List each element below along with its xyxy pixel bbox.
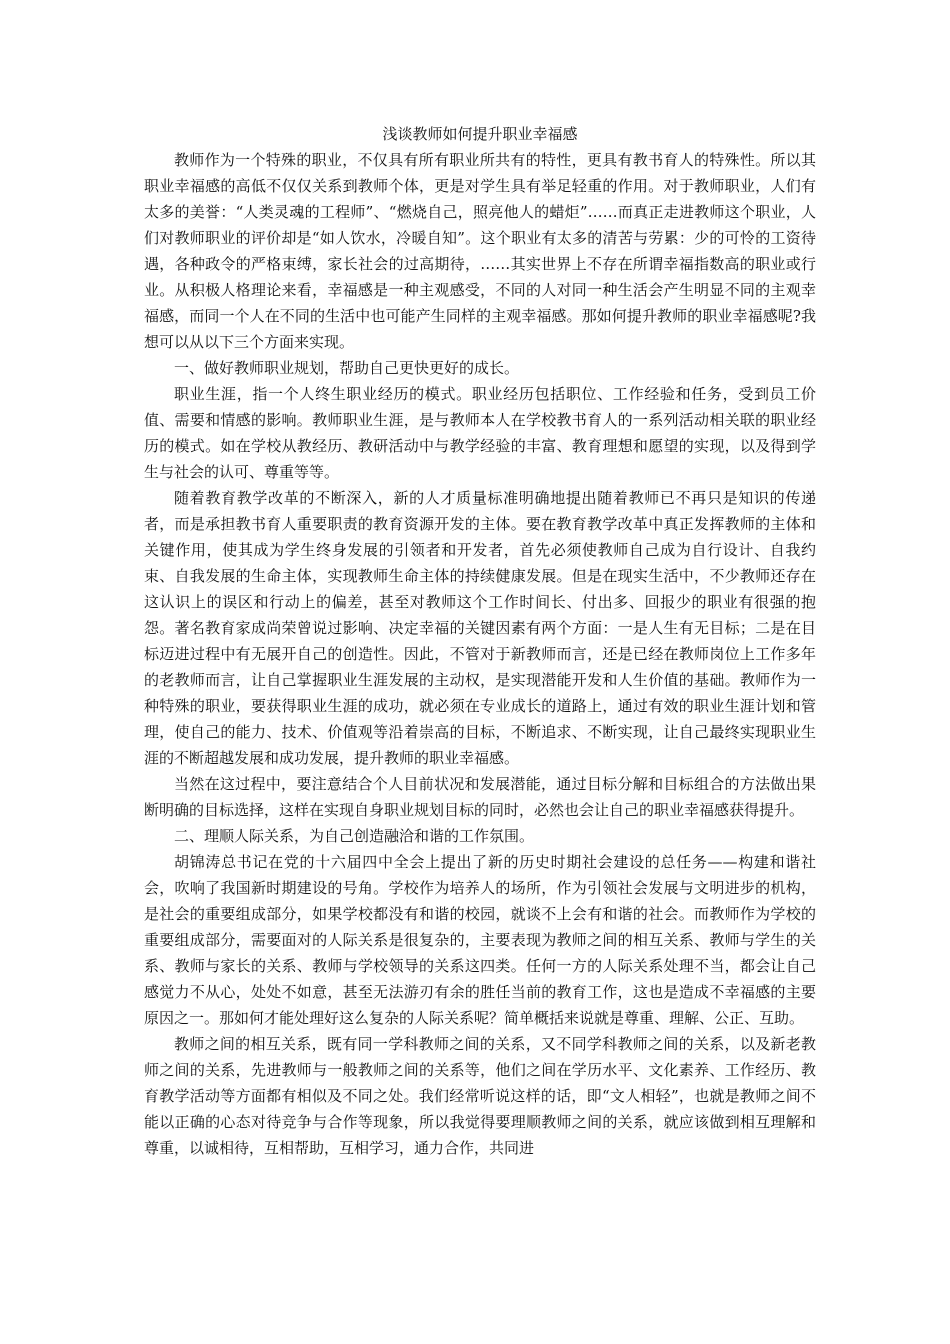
section-heading-2: 二、理顺人际关系，为自己创造融洽和谐的工作氛围。 bbox=[174, 827, 535, 845]
paragraph-intro: 教师作为一个特殊的职业，不仅具有所有职业所共有的特性，更具有教书育人的特殊性。所以其职业幸福感的高低不仅仅关系到教师个体，更是对学生具有举足轻重的作用。对于教师职业，人们有太多的美誉：“人类灵魂的工程师”、“燃烧自己，照亮他人的蜡炬”……而真正走进教师这个职业，人们对教师职业的评价却是“如人饮水，冷暖自知”。这个职业有太多的清苦与劳累：少的可怜的工资待遇，各种政令的严格束缚，家长社会的过高期待，……其实世界上不存在所谓幸福指数高的职业或行业。从积极人格理论来看，幸福感是一种主观感受，不同的人对同一种生活会产生明显不同的主观幸福感，而同一个人在不同的生活中也可能产生同样的主观幸福感。那如何提升教师的职业幸福感呢?我想可以从以下三个方面来实现。 bbox=[144, 151, 816, 351]
paragraph-goal-selection: 当然在这过程中，要注意结合个人目前状况和发展潜能，通过目标分解和目标组合的方法做出果断明确的目标选择，这样在实现自身职业规划目标的同时，必然也会让自己的职业幸福感获得提升。 bbox=[144, 775, 816, 819]
document-page bbox=[144, 121, 816, 1161]
section-heading-1: 一、做好教师职业规划，帮助自己更快更好的成长。 bbox=[174, 359, 520, 377]
paragraph-career-definition: 职业生涯，指一个人终生职业经历的模式。职业经历包括职位、工作经验和任务，受到员工价值、需要和情感的影响。教师职业生涯，是与教师本人在学校教书育人的一系列活动相关联的职业经历的模式。如在学校从教经历、教研活动中与教学经验的丰富、教育理想和愿望的实现，以及得到学生与社会的认可、尊重等等。 bbox=[144, 385, 816, 481]
document-title: 浅谈教师如何提升职业幸福感 bbox=[382, 125, 578, 143]
paragraph-teacher-relations: 教师之间的相互关系，既有同一学科教师之间的关系，又不同学科教师之间的关系，以及新老教师之间的关系，先进教师与一般教师之间的关系等，他们之间在学历水平、文化素养、工作经历、教育教学活动等方面都有相似及不同之处。我们经常听说这样的话，即“文人相轻”，也就是教师之间不能以正确的心态对待竞争与合作等现象，所以我觉得要理顺教师之间的关系，就应该做到相互理解和尊重，以诚相待，互相帮助，互相学习，通力合作，共同进 bbox=[144, 1035, 816, 1157]
paragraph-harmonious-society: 胡锦涛总书记在党的十六届四中全会上提出了新的历史时期社会建设的总任务——构建和谐社会，吹响了我国新时期建设的号角。学校作为培养人的场所，作为引领社会发展与文明进步的机构，是社会的重要组成部分，如果学校都没有和谐的校园，就谈不上会有和谐的社会。而教师作为学校的重要组成部分，需要面对的人际关系是很复杂的，主要表现为教师之间的相互关系、教师与学生的关系、教师与家长的关系、教师与学校领导的关系这四类。任何一方的人际关系处理不当，都会让自己感觉力不从心，处处不如意，甚至无法游刃有余的胜任当前的教育工作，这也是造成不幸福感的主要原因之一。那如何才能处理好这么复杂的人际关系呢？简单概括来说就是尊重、理解、公正、互助。 bbox=[144, 853, 816, 1027]
paragraph-education-reform: 随着教育教学改革的不断深入，新的人才质量标准明确地提出随着教师已不再只是知识的传递者，而是承担教书育人重要职责的教育资源开发的主体。要在教育教学改革中真正发挥教师的主体和关键作用，使其成为学生终身发展的引领者和开发者，首先必须使教师自己成为自行设计、自我约束、自我发展的生命主体，实现教师生命主体的持续健康发展。但是在现实生活中，不少教师还存在这认识上的误区和行动上的偏差，甚至对教师这个工作时间长、付出多、回报少的职业有很强的抱怨。著名教育家成尚荣曾说过影响、决定幸福的关键因素有两个方面：一是人生有无目标；二是在目标迈进过程中有无展开自己的创造性。因此，不管对于新教师而言，还是已经在教师岗位上工作多年的老教师而言，让自己掌握职业生涯发展的主动权，是实现潜能开发和人生价值的基础。教师作为一种特殊的职业，要获得职业生涯的成功，就必须在专业成长的道路上，通过有效的职业生涯计划和管理，使自己的能力、技术、价值观等沿着崇高的目标，不断追求、不断实现，让自己最终实现职业生涯的不断超越发展和成功发展，提升教师的职业幸福感。 bbox=[144, 489, 816, 767]
